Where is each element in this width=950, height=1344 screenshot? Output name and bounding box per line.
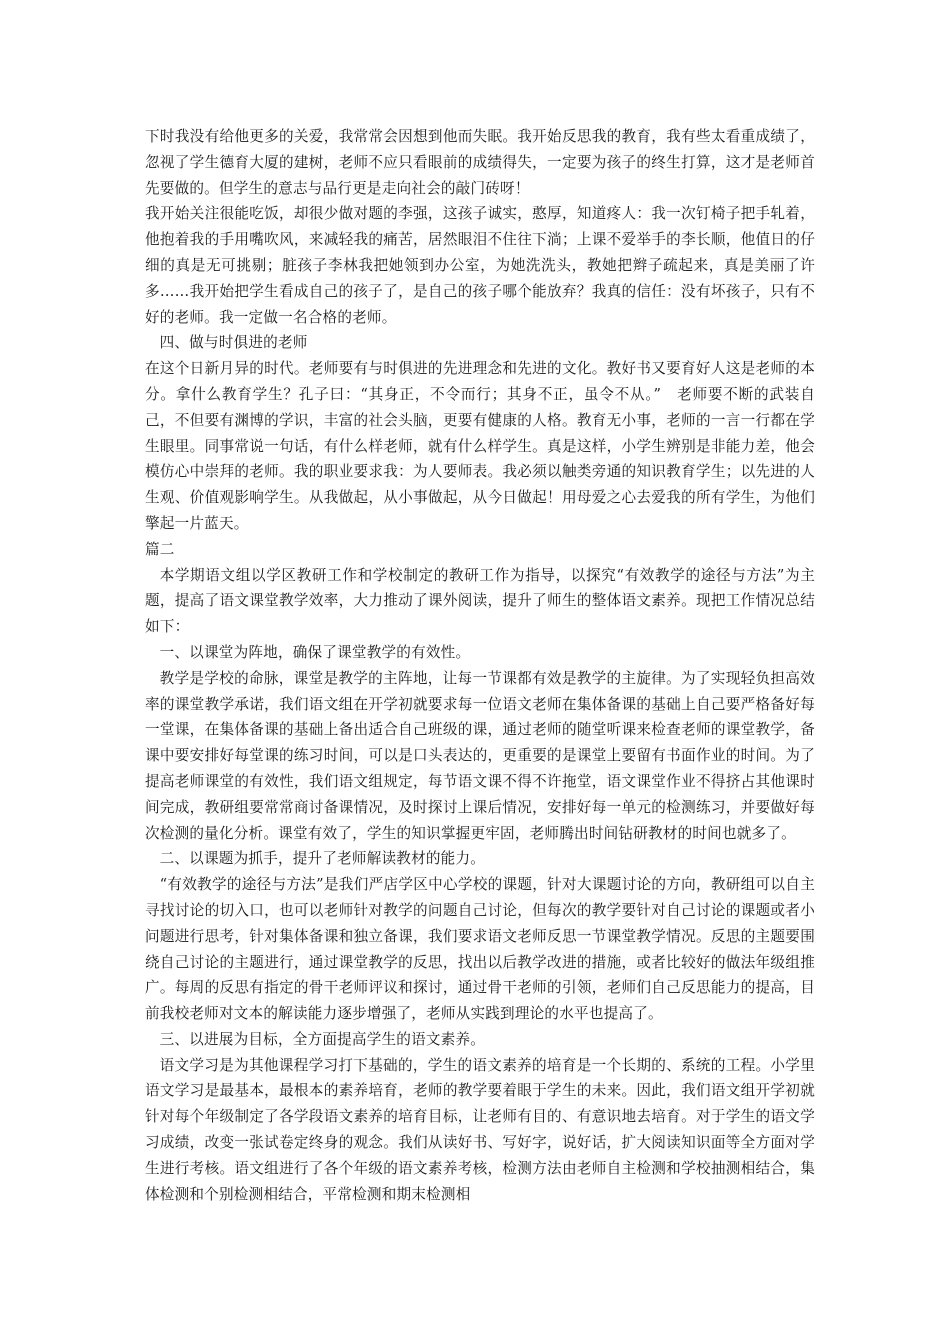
paragraph: 在这个日新月异的时代。老师要有与时俱进的先进理念和先进的文化。教好书又要育好人这是老师的本分。拿什么教育学生？孔子曰：“其身正，不令而行；其身不正，虽令不从。” 老师要不断的武装自己，不但要有渊博的学识，丰富的社会头脑，更要有健康的人格。教育无小事，老师的一言一行都在学生眼里。同事常说一句话，有什么样老师，就有什么样学生。真是这样，小学生辨别是非能力差，他会模仿心中崇拜的老师。我的职业要求我：为人要师表。我必须以触类旁通的知识教育学生；以先进的人生观、价值观影响学生。从我做起，从小事做起，从今日做起！用母爱之心去爱我的所有学生，为他们擎起一片蓝天。 — [145, 360, 815, 532]
paragraph: 我开始关注很能吃饭，却很少做对题的李强，这孩子诚实，憨厚，知道疼人：我一次钉椅子把手轧着，他抱着我的手用嘴吹风，来减轻我的痛苦，居然眼泪不住往下淌；上课不爱举手的李长顺，他值日的仔细的真是无可挑剔；脏孩子李林我把她领到办公室，为她洗洗头，教她把辫子疏起来，真是美丽了许多……我开始把学生看成自己的孩子了，是自己的孩子哪个能放弃？我真的信任：没有坏孩子，只有不好的老师。我一定做一名合格的老师。 — [145, 205, 815, 326]
section-heading: 三、以进展为目标，全方面提高学生的语文素养。 — [159, 1030, 486, 1048]
paragraph: 教学是学校的命脉，课堂是教学的主阵地，让每一节课都有效是教学的主旋律。为了实现轻负担高效率的课堂教学承诺，我们语文组在开学初就要求每一位语文老师在集体备课的基础上自己要严格备好每一堂课，在集体备课的基础上备出适合自己班级的课，通过老师的随堂听课来检查老师的课堂教学，备课中要安排好每堂课的练习时间，可以是口头表达的，更重要的是课堂上要留有书面作业的时间。为了提高老师课堂的有效性，我们语文组规定，每节语文课不得不许拖堂，语文课堂作业不得挤占其他课时间完成，教研组要常常商讨备课情况，及时探讨上课后情况，安排好每一单元的检测练习，并要做好每次检测的量化分析。课堂有效了，学生的知识掌握更牢固，老师腾出时间钻研教材的时间也就多了。 — [145, 669, 815, 842]
part-label: 篇二 — [145, 540, 175, 558]
paragraph: 下时我没有给他更多的关爱，我常常会因想到他而失眠。我开始反思我的教育，我有些太看重成绩了，忽视了学生德育大厦的建树，老师不应只看眼前的成绩得失，一定要为孩子的终生打算，这才是老师首先要做的。但学生的意志与品行更是走向社会的敲门砖呀！ — [145, 128, 815, 197]
document-page — [145, 124, 815, 1207]
paragraph: 本学期语文组以学区教研工作和学校制定的教研工作为指导，以探究“有效教学的途径与方法”为主题，提高了语文课堂教学效率，大力推动了课外阅读，提升了师生的整体语文素养。现把工作情况总结如下： — [145, 566, 815, 636]
section-heading: 四、做与时俱进的老师 — [159, 334, 308, 352]
section-heading: 一、以课堂为阵地，确保了课堂教学的有效性。 — [159, 643, 471, 661]
paragraph: “有效教学的途径与方法”是我们严店学区中心学校的课题，针对大课题讨论的方向，教研组可以自主寻找讨论的切入口，也可以老师针对教学的问题自己讨论，但每次的教学要针对自己讨论的课题或者小问题进行思考，针对集体备课和独立备课，我们要求语文老师反思一节课堂教学情况。反思的主题要围绕自己讨论的主题进行，通过课堂教学的反思，找出以后教学改进的措施，或者比较好的做法年级组推广。每周的反思有指定的骨干老师评议和探讨，通过骨干老师的引领，老师们自己反思能力的提高，目前我校老师对文本的解读能力逐步增强了，老师从实践到理论的水平也提高了。 — [145, 876, 815, 1023]
paragraph: 语文学习是为其他课程学习打下基础的，学生的语文素养的培育是一个长期的、系统的工程。小学里语文学习是最基本，最根本的素养培育，老师的教学要着眼于学生的未来。因此，我们语文组开学初就针对每个年级制定了各学段语文素养的培育目标，让老师有目的、有意识地去培育。对于学生的语文学习成绩，改变一张试卷定终身的观念。我们从读好书、写好字，说好话，扩大阅读知识面等全方面对学生进行考核。语文组进行了各个年级的语文素养考核，检测方法由老师自主检测和学校抽测相结合，集体检测和个别检测相结合，平常检测和期末检测相 — [145, 1056, 815, 1203]
section-heading: 二、以课题为抓手，提升了老师解读教材的能力。 — [159, 850, 486, 868]
